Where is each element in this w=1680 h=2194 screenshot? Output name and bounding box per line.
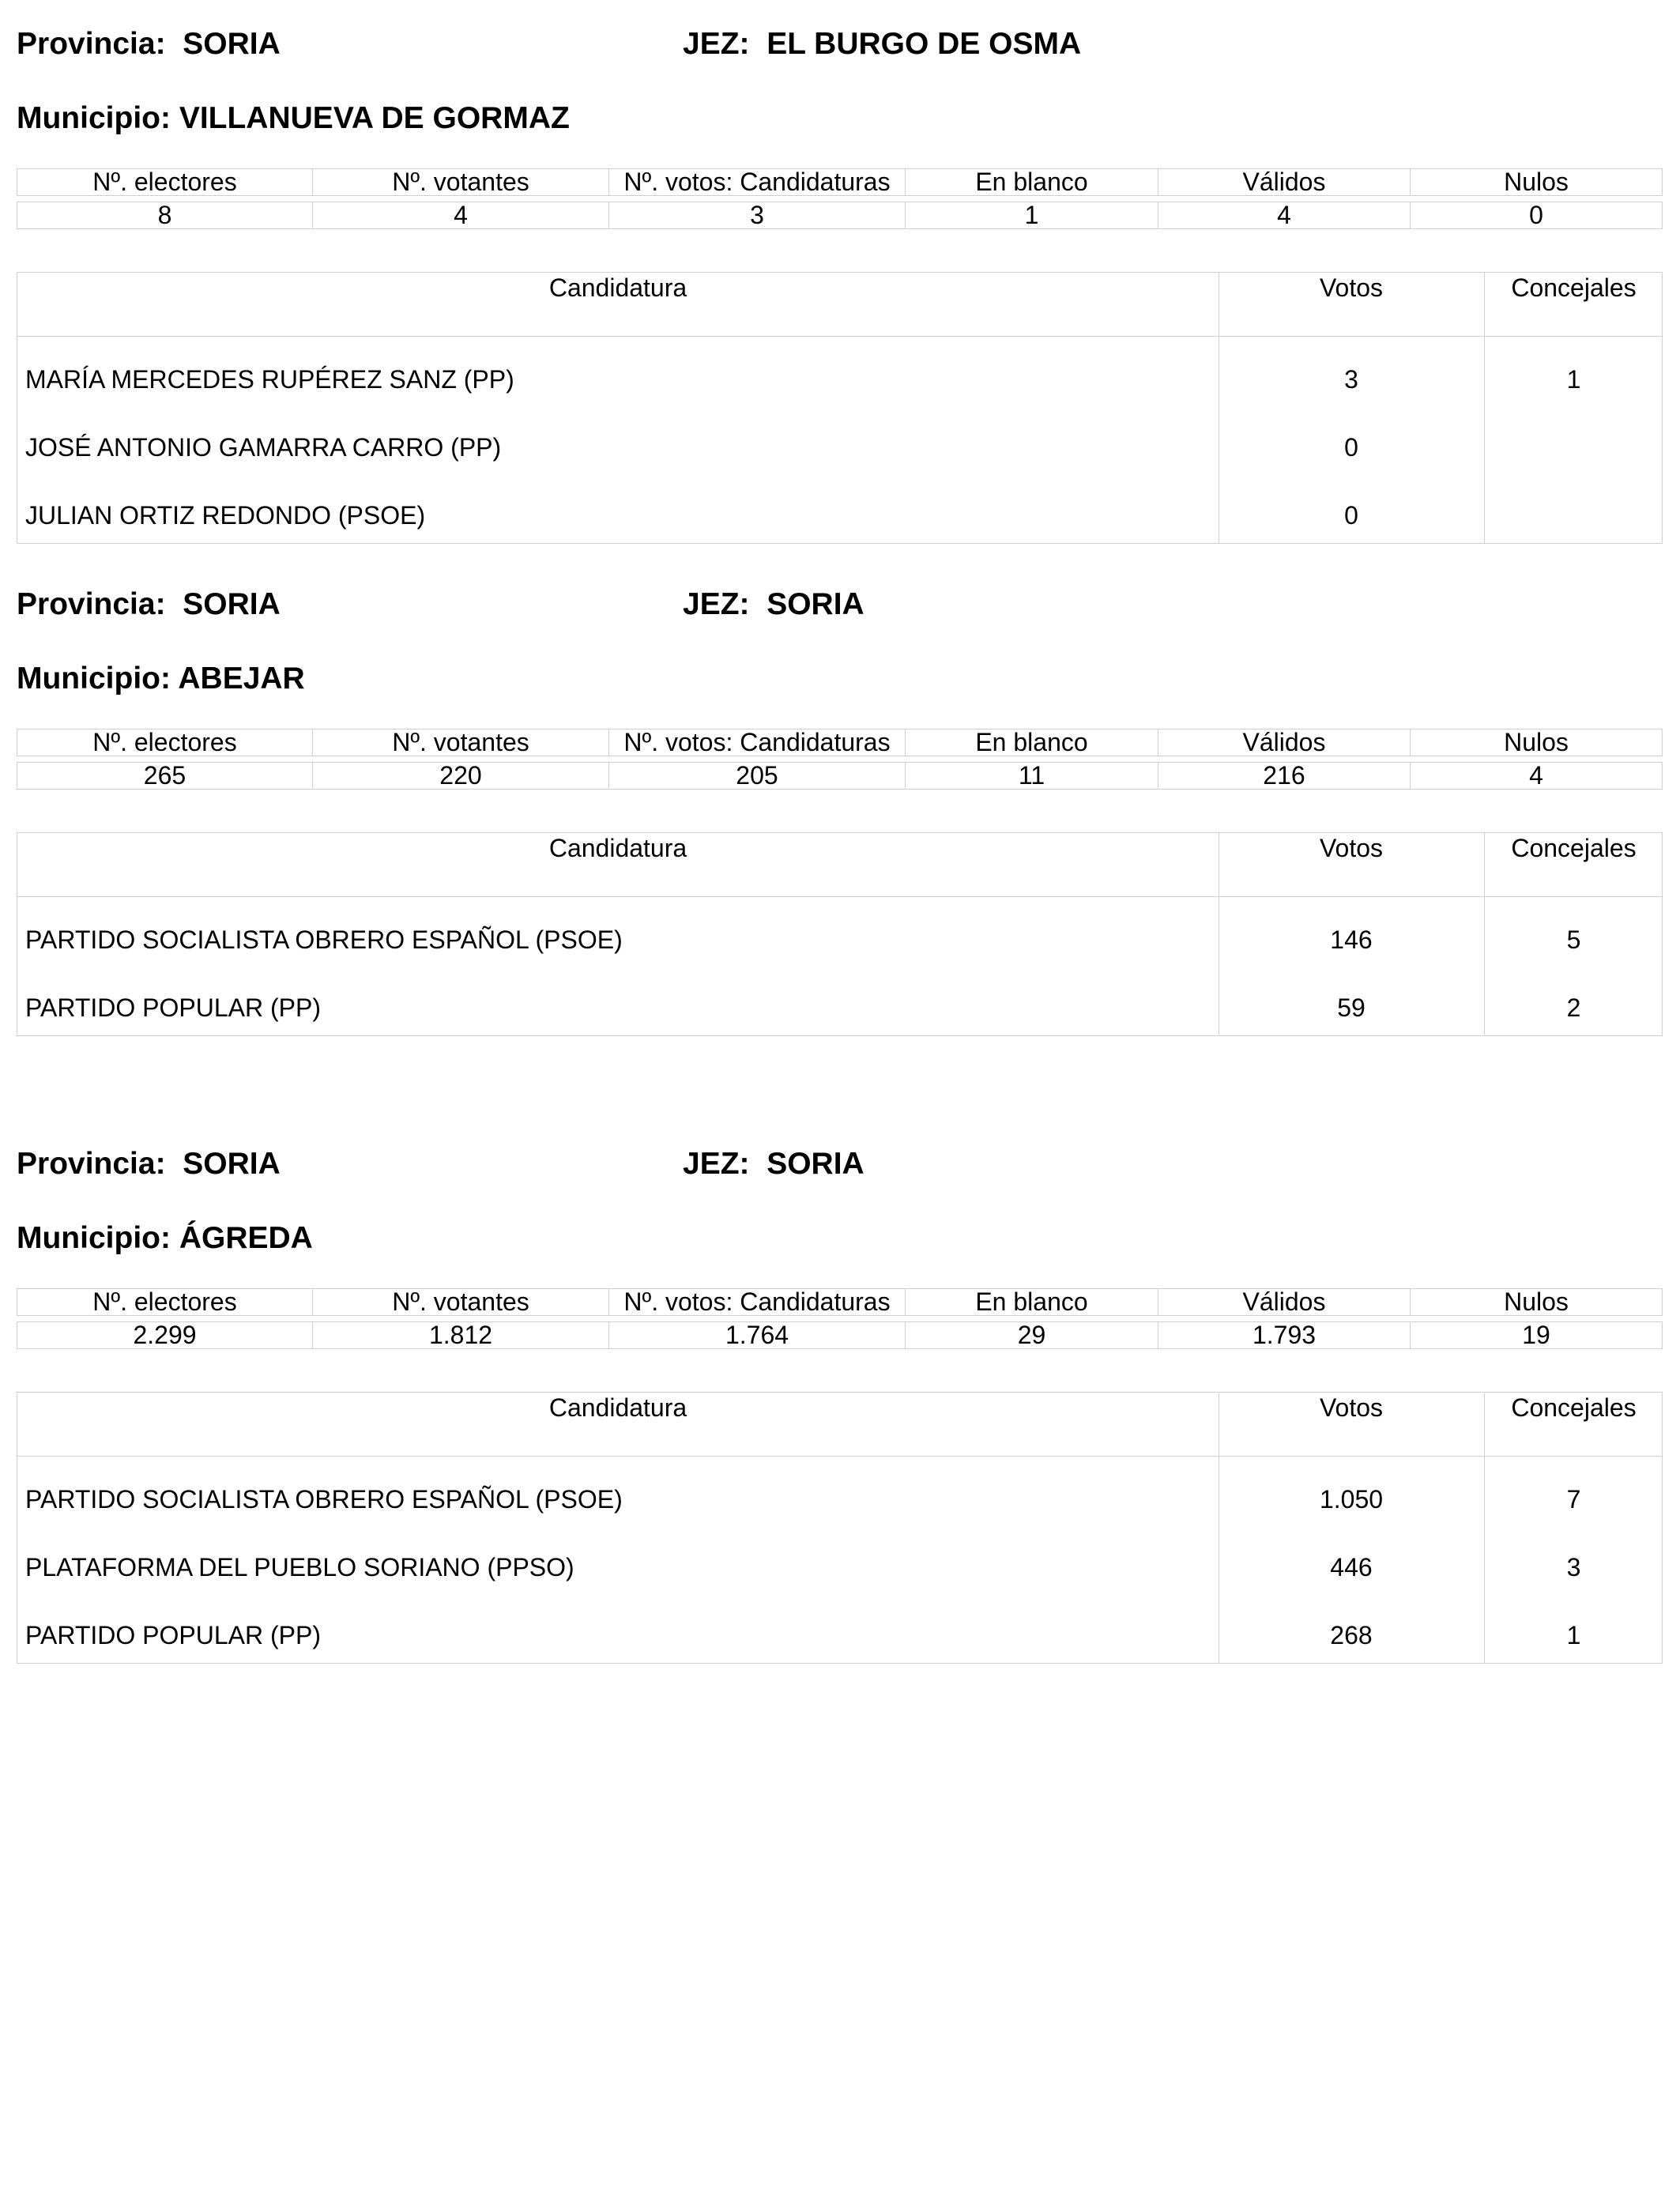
- candidatura-header: Candidatura: [548, 273, 687, 302]
- summary-value-cell: 0: [1411, 202, 1663, 229]
- municipio-heading: [17, 1220, 313, 1257]
- summary-value-cell: 11: [906, 762, 1158, 790]
- summary-header-row: [17, 168, 1663, 196]
- candidate-row: [17, 480, 1663, 548]
- provincia-heading: [17, 25, 281, 63]
- candidate-votes: 3: [1344, 365, 1358, 394]
- summary-table: [17, 729, 1663, 794]
- candidate-row: [17, 904, 1663, 972]
- provincia-value: SORIA: [183, 27, 281, 61]
- candidate-votes: 59: [1337, 993, 1365, 1022]
- header-divider: [17, 336, 1662, 337]
- summary-value-row: [17, 202, 1663, 229]
- candidate-votes: 446: [1330, 1553, 1373, 1581]
- summary-header-cell: Nº. votantes: [313, 729, 609, 756]
- jez-label: JEZ:: [683, 587, 750, 621]
- candidate-row: [17, 972, 1663, 1040]
- candidate-row: [17, 344, 1663, 412]
- votos-header: Votos: [1319, 834, 1384, 862]
- summary-header-cell: Nulos: [1411, 729, 1663, 756]
- candidate-votes: 268: [1330, 1621, 1373, 1649]
- candidate-councillors: 1: [1566, 365, 1581, 394]
- candidate-councillors: 7: [1566, 1485, 1581, 1514]
- candidate-row: [17, 412, 1663, 480]
- jez-value: SORIA: [767, 587, 864, 621]
- summary-header-cell: Nº. votantes: [313, 1288, 609, 1316]
- candidate-votes: 146: [1330, 925, 1373, 954]
- candidate-councillors: 5: [1566, 925, 1581, 954]
- summary-header-cell: Nº. votos: Candidaturas: [609, 168, 906, 196]
- summary-header-cell: En blanco: [906, 168, 1158, 196]
- summary-value-cell: 4: [1411, 762, 1663, 790]
- municipio-value: ÁGREDA: [179, 1221, 313, 1255]
- municipality-block: [0, 560, 1680, 1129]
- jez-value: SORIA: [767, 1147, 864, 1181]
- candidate-name: JOSÉ ANTONIO GAMARRA CARRO (PP): [25, 433, 502, 462]
- summary-value-cell: 3: [609, 202, 906, 229]
- summary-value-cell: 4: [1158, 202, 1411, 229]
- candidates-table: [17, 272, 1663, 544]
- provincia-value: SORIA: [183, 587, 281, 621]
- candidate-councillors: 2: [1566, 993, 1581, 1022]
- provincia-label: Provincia:: [17, 587, 166, 621]
- summary-table: [17, 1288, 1663, 1353]
- municipality-block: [0, 1120, 1680, 1689]
- summary-value-cell: 29: [906, 1321, 1158, 1349]
- candidate-row: [17, 1464, 1663, 1532]
- municipio-value: VILLANUEVA DE GORMAZ: [179, 101, 570, 135]
- candidate-name: PARTIDO SOCIALISTA OBRERO ESPAÑOL (PSOE): [25, 1485, 623, 1514]
- summary-value-cell: 220: [313, 762, 609, 790]
- summary-value-cell: 205: [609, 762, 906, 790]
- candidate-name: PARTIDO SOCIALISTA OBRERO ESPAÑOL (PSOE): [25, 925, 623, 954]
- summary-header-cell: Nulos: [1411, 1288, 1663, 1316]
- provincia-heading: [17, 586, 281, 624]
- jez-heading: [683, 586, 864, 624]
- header-divider: [17, 896, 1662, 897]
- candidate-councillors: 3: [1566, 1553, 1581, 1581]
- summary-value-cell: 4: [313, 202, 609, 229]
- summary-value-cell: 1.793: [1158, 1321, 1411, 1349]
- summary-header-row: [17, 729, 1663, 756]
- summary-header-cell: Nº. electores: [17, 729, 313, 756]
- candidate-name: MARÍA MERCEDES RUPÉREZ SANZ (PP): [25, 365, 514, 394]
- header-divider: [17, 1456, 1662, 1457]
- summary-header-cell: En blanco: [906, 729, 1158, 756]
- candidate-votes: 0: [1344, 501, 1358, 530]
- candidate-name: JULIAN ORTIZ REDONDO (PSOE): [25, 501, 426, 530]
- municipality-block: [0, 0, 1680, 569]
- summary-header-cell: Válidos: [1158, 1288, 1411, 1316]
- summary-header-row: [17, 1288, 1663, 1316]
- jez-value: EL BURGO DE OSMA: [767, 27, 1082, 61]
- candidatura-header: Candidatura: [548, 834, 687, 862]
- candidate-votes: 1.050: [1319, 1485, 1384, 1514]
- jez-label: JEZ:: [683, 1147, 750, 1181]
- votos-header: Votos: [1319, 1393, 1384, 1422]
- summary-value-cell: 2.299: [17, 1321, 313, 1349]
- candidates-table: [17, 1392, 1663, 1664]
- summary-value-row: [17, 1321, 1663, 1349]
- jez-label: JEZ:: [683, 27, 750, 61]
- candidate-votes: 0: [1344, 433, 1358, 462]
- municipio-label: Municipio:: [17, 662, 171, 696]
- candidates-table: [17, 832, 1663, 1036]
- summary-value-cell: 1.812: [313, 1321, 609, 1349]
- summary-header-cell: Nº. electores: [17, 1288, 313, 1316]
- summary-value-cell: 265: [17, 762, 313, 790]
- summary-table: [17, 168, 1663, 233]
- candidate-name: PARTIDO POPULAR (PP): [25, 993, 321, 1022]
- provincia-heading: [17, 1145, 281, 1183]
- summary-value-cell: 1: [906, 202, 1158, 229]
- candidate-row: [17, 1532, 1663, 1600]
- municipio-heading: [17, 660, 305, 698]
- candidatura-header: Candidatura: [548, 1393, 687, 1422]
- summary-header-cell: En blanco: [906, 1288, 1158, 1316]
- summary-value-cell: 1.764: [609, 1321, 906, 1349]
- summary-header-cell: Válidos: [1158, 729, 1411, 756]
- candidate-councillors: 1: [1566, 1621, 1581, 1649]
- municipio-value: ABEJAR: [178, 662, 305, 696]
- summary-header-cell: Válidos: [1158, 168, 1411, 196]
- jez-heading: [683, 25, 1081, 63]
- summary-header-cell: Nº. votos: Candidaturas: [609, 1288, 906, 1316]
- concejales-header: Concejales: [1511, 273, 1637, 302]
- candidate-name: PARTIDO POPULAR (PP): [25, 1621, 321, 1649]
- summary-header-cell: Nulos: [1411, 168, 1663, 196]
- provincia-value: SORIA: [183, 1147, 281, 1181]
- provincia-label: Provincia:: [17, 27, 166, 61]
- provincia-label: Provincia:: [17, 1147, 166, 1181]
- summary-header-cell: Nº. votos: Candidaturas: [609, 729, 906, 756]
- jez-heading: [683, 1145, 864, 1183]
- municipio-label: Municipio:: [17, 1221, 171, 1255]
- municipio-heading: [17, 100, 570, 138]
- summary-header-cell: Nº. electores: [17, 168, 313, 196]
- summary-value-row: [17, 762, 1663, 790]
- summary-value-cell: 19: [1411, 1321, 1663, 1349]
- votos-header: Votos: [1319, 273, 1384, 302]
- summary-value-cell: 8: [17, 202, 313, 229]
- municipio-label: Municipio:: [17, 101, 171, 135]
- summary-header-cell: Nº. votantes: [313, 168, 609, 196]
- candidate-row: [17, 1600, 1663, 1668]
- concejales-header: Concejales: [1511, 834, 1637, 862]
- concejales-header: Concejales: [1511, 1393, 1637, 1422]
- candidate-name: PLATAFORMA DEL PUEBLO SORIANO (PPSO): [25, 1553, 574, 1581]
- summary-value-cell: 216: [1158, 762, 1411, 790]
